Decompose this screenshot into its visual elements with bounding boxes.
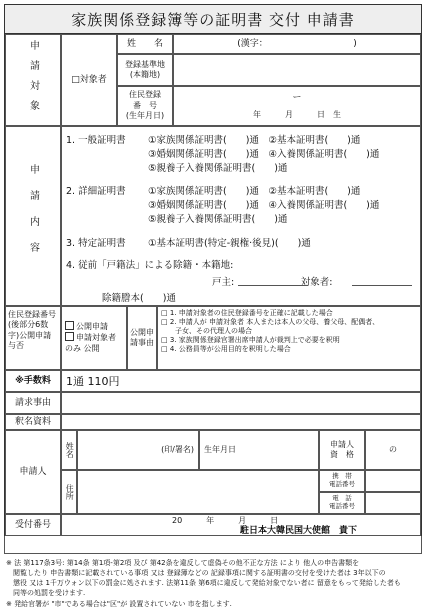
reason-2b: 子女、その代理人の場合 — [161, 327, 252, 336]
applicant-label: 申請人 — [19, 466, 47, 477]
phone-label: 電 話 電話番号 — [329, 494, 355, 510]
general-item-3[interactable]: ⑤親養子入養関係証明書( )通 — [148, 163, 288, 174]
applicant-label-cell — [5, 430, 61, 514]
applicant-birth-cell[interactable] — [199, 430, 319, 470]
target-side-label: 申請対象 — [27, 40, 39, 120]
option-public-checkbox[interactable] — [65, 321, 74, 330]
special-item[interactable]: ①基本証明書(特定-親権·後見)( )通 — [148, 238, 311, 249]
reception-office: 駐日本大韓民国大使館 貴下 — [240, 526, 358, 536]
option-self-checkbox[interactable] — [65, 332, 74, 341]
name-input[interactable] — [173, 34, 421, 54]
name-value: (漢字： ) — [237, 38, 357, 49]
special-label: 3. 特定証明書 — [66, 238, 126, 249]
application-form — [4, 4, 422, 609]
base-label-cell — [117, 54, 173, 86]
option-public-label: 公開申請 — [76, 322, 108, 331]
applicant-addr-input[interactable] — [77, 470, 319, 514]
request-side-label: 申請内容 — [27, 164, 39, 268]
target-checkbox-label: □対象者 — [71, 74, 107, 85]
request-content-cell — [61, 126, 421, 306]
reason-1[interactable]: □ 1. 申請対象者の住民登録番号を正確に記載した場合 — [161, 309, 333, 317]
fee-value-cell — [61, 370, 421, 392]
mobile-label: 携 帯 電話番号 — [329, 472, 355, 488]
target-side-cell — [5, 34, 61, 126]
applicant-birth-label: 生年月日 — [204, 445, 236, 454]
phone-input[interactable] — [365, 492, 421, 514]
doc-row-label: 釈名資料 — [14, 416, 51, 427]
head-line[interactable]: 戸主: 対象者: — [212, 277, 333, 288]
footnote — [4, 558, 422, 609]
reason-row-label: 請求事由 — [14, 397, 51, 408]
blank-spacer-row — [4, 536, 422, 554]
applicant-addr-label: 住所 — [65, 484, 75, 500]
applicant-qual-value: の — [389, 444, 397, 454]
resident-ymd: 年 月 日 生 — [253, 110, 341, 119]
phone-label-cell — [319, 492, 365, 514]
applicant-name-label: 姓名 — [65, 442, 75, 458]
reason-label-cell — [127, 306, 157, 370]
option-self-label: 申請対象者のみ 公開 — [65, 333, 116, 353]
doc-row-input[interactable] — [61, 414, 421, 430]
fee-value: 1通 110円 — [66, 375, 120, 388]
doc-row-label-cell — [5, 414, 61, 430]
name-label: 姓 名 — [126, 38, 163, 49]
name-label-cell — [117, 34, 173, 54]
mobile-input[interactable] — [365, 470, 421, 492]
applicant-name-label-cell — [61, 430, 77, 470]
target-underline — [352, 285, 412, 286]
fee-label-cell — [5, 370, 61, 392]
copy-line[interactable]: 除籍謄本( )通 — [102, 293, 176, 304]
target-checkbox-cell[interactable] — [61, 34, 117, 126]
reception-content-cell — [61, 514, 421, 536]
footnote-line-5: ※ 発給官署が "市"である場合は"区"が 設置されていない 市を指します. — [6, 599, 232, 608]
footnote-line-2: 閲覧したり 申告書類に記載されている事項 又は 登録簿などの 記録事項に関する証明書の交付を受けた者は 3年以下の — [6, 569, 386, 578]
reason-2[interactable]: □ 2. 申請人が 申請対象者 本人または本人の父母、養父母、配偶者、 — [161, 318, 380, 327]
detail-label: 2. 詳細証明書 — [66, 186, 126, 197]
reason-3[interactable]: □ 3. 家族関係登録官署出席申請人が裁判上で必要を釈明 — [161, 336, 340, 345]
disclosure-options-cell — [61, 306, 127, 370]
reasons-cell — [157, 306, 421, 370]
applicant-name-input[interactable] — [77, 430, 199, 470]
head-underline — [238, 285, 308, 286]
applicant-addr-label-cell — [61, 470, 77, 514]
reception-label-cell — [5, 514, 61, 536]
general-item-1[interactable]: ①家族関係証明書( )通 ②基本証明書( )通 — [148, 135, 361, 146]
footnote-line-3: 懲役 又は 1千万ウォン以下の罰金に処されます. 法第11条 第6項に違反して発給対象でない者に 留意をもって発給した者も — [6, 579, 401, 588]
resident-label-cell — [117, 86, 173, 126]
resident-label: 住民登録 番 号 (生年月日) — [125, 90, 165, 121]
fee-label: ※手数料 — [15, 375, 51, 386]
reason-label: 公開申請事由 — [130, 327, 154, 347]
option-public[interactable] — [65, 321, 123, 332]
general-label: 1. 一般証明書 — [66, 135, 126, 146]
general-item-2[interactable]: ③婚姻関係証明書( )通 ④入養関係証明書( )通 — [148, 149, 380, 160]
reception-label: 受付番号 — [14, 519, 51, 530]
detail-item-3[interactable]: ⑤親養子入養関係証明書( )通 — [148, 214, 288, 225]
option-self[interactable] — [65, 332, 123, 354]
reason-4[interactable]: □ 4. 公務員等が公用目的を釈明した場合 — [161, 345, 291, 354]
applicant-sign: (印/署名) — [161, 444, 194, 454]
footnote-line-1: ※ 法 第117条3号: 第14条 第1項-第2項 及び 第42条を違反して虚偽その他不正な方法 により 他人の申告書類を — [6, 559, 360, 567]
base-input[interactable] — [173, 54, 421, 86]
resident-note-cell — [5, 306, 61, 370]
old-registry-label: 4. 従前「戸籍法」による除籍・本籍地: — [66, 260, 234, 271]
detail-item-2[interactable]: ③婚姻関係証明書( )通 ④入養関係証明書( )通 — [148, 200, 380, 211]
form-title: 家族関係登録簿等の証明書 交付 申請書 — [4, 4, 422, 34]
detail-item-1[interactable]: ①家族関係証明書( )通 ②基本証明書( )通 — [148, 186, 361, 197]
reception-date[interactable]: 20 年 月 日 — [172, 516, 279, 525]
base-label: 登録基準地 (本籍地) — [125, 59, 165, 79]
mobile-label-cell — [319, 470, 365, 492]
footnote-line-4: 同等の処罰を受けます. — [6, 589, 86, 598]
resident-note: 住民登録番号(後部分6数字)公開申請 与否 — [8, 310, 56, 351]
resident-input[interactable] — [173, 86, 421, 126]
request-side-cell — [5, 126, 61, 306]
resident-dash: ー — [292, 93, 302, 103]
applicant-qual-input[interactable] — [365, 430, 421, 470]
reason-row-label-cell — [5, 392, 61, 414]
applicant-qual-label-cell — [319, 430, 365, 470]
applicant-qual-label: 申請人 資 格 — [330, 439, 354, 459]
reason-row-input[interactable] — [61, 392, 421, 414]
form-grid — [4, 34, 422, 536]
